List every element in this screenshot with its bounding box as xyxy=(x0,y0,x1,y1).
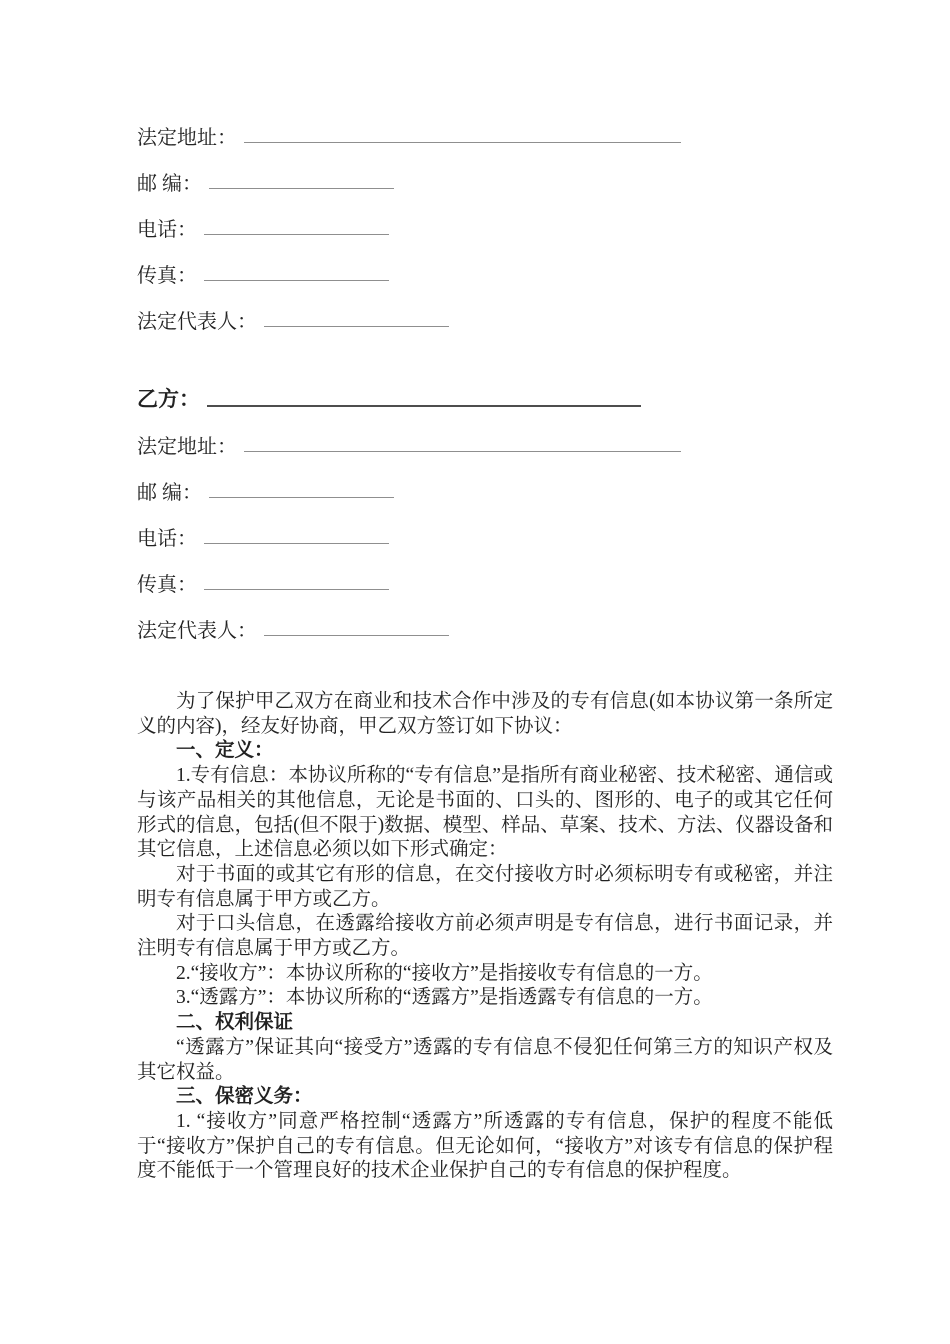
paragraph-proprietary-info-definition: 1.专有信息：本协议所称的“专有信息”是指所有商业秘密、技术秘密、通信或与该产品相关的其他信息，无论是书面的、口头的、图形的、电子的或其它任何形式的信息，包括(但不限于)数据、模型、样品、草案、技术、方法、仪器设备和其它信息，上述信息必须以如下形式确定： xyxy=(137,765,833,861)
legal-address-blank-line[interactable] xyxy=(244,127,681,143)
postal-code-blank-line[interactable] xyxy=(209,482,394,498)
paragraph-confidentiality-obligation-1: 1. “接收方”同意严格控制“透露方”所透露的专有信息，保护的程度不能低于“接收方”保护自己的专有信息。但无论如何，“接收方”对该专有信息的保护程度不能低于一个管理良好的技术企业保护自己的专有信息的保护程度。 xyxy=(137,1110,833,1182)
section-heading-rights-guarantee: 二、权利保证 xyxy=(176,1012,294,1034)
form-row-legal-representative xyxy=(137,605,833,651)
form-row-legal-representative xyxy=(137,296,833,342)
phone-blank-line[interactable] xyxy=(204,219,389,235)
legal-address-label: 法定地址： xyxy=(137,435,237,458)
fax-label: 传真： xyxy=(137,264,197,287)
party-a-contact-fields xyxy=(137,112,833,342)
form-row-fax xyxy=(137,250,833,296)
postal-code-label: 邮 编： xyxy=(137,172,202,195)
phone-label: 电话： xyxy=(137,218,197,241)
party-b-row xyxy=(137,375,833,421)
phone-blank-line[interactable] xyxy=(204,528,389,544)
form-row-postal-code xyxy=(137,158,833,204)
paragraph-receiving-party-definition: 2.“接收方”：本协议所称的“接收方”是指接收专有信息的一方。 xyxy=(176,962,713,984)
legal-representative-label: 法定代表人： xyxy=(137,619,257,642)
postal-code-blank-line[interactable] xyxy=(209,173,394,189)
section-definitions xyxy=(137,739,833,1011)
legal-address-blank-line[interactable] xyxy=(244,436,681,452)
section-heading-definitions: 一、定义： xyxy=(176,740,274,762)
form-row-phone xyxy=(137,513,833,559)
form-row-legal-address xyxy=(137,421,833,467)
paragraph-oral-info: 对于口头信息，在透露给接收方前必须声明是专有信息，进行书面记录，并注明专有信息属于甲方或乙方。 xyxy=(137,913,833,960)
party-b-label: 乙方： xyxy=(137,387,200,411)
agreement-body xyxy=(137,690,833,1184)
section-rights-guarantee xyxy=(137,1011,833,1085)
fax-blank-line[interactable] xyxy=(204,265,389,281)
postal-code-label: 邮 编： xyxy=(137,481,202,504)
fax-blank-line[interactable] xyxy=(204,574,389,590)
form-row-legal-address xyxy=(137,112,833,158)
paragraph-rights-guarantee: “透露方”保证其向“接受方”透露的专有信息不侵犯任何第三方的知识产权及其它权益。 xyxy=(137,1036,833,1083)
legal-address-label: 法定地址： xyxy=(137,126,237,149)
form-row-fax xyxy=(137,559,833,605)
party-b-blank-line[interactable] xyxy=(207,389,641,407)
form-row-postal-code xyxy=(137,467,833,513)
form-row-phone xyxy=(137,204,833,250)
paragraph-intro: 为了保护甲乙双方在商业和技术合作中涉及的专有信息(如本协议第一条所定义的内容)，经友好协商，甲乙双方签订如下协议： xyxy=(137,691,833,737)
legal-representative-label: 法定代表人： xyxy=(137,310,257,333)
phone-label: 电话： xyxy=(137,527,197,550)
paragraph-disclosing-party-definition: 3.“透露方”：本协议所称的“透露方”是指透露专有信息的一方。 xyxy=(176,987,713,1009)
fax-label: 传真： xyxy=(137,573,197,596)
legal-representative-blank-line[interactable] xyxy=(264,311,449,327)
paragraph-written-info: 对于书面的或其它有形的信息，在交付接收方时必须标明专有或秘密，并注明专有信息属于甲方或乙方。 xyxy=(137,863,833,910)
party-b-contact-fields xyxy=(137,421,833,651)
legal-representative-blank-line[interactable] xyxy=(264,620,449,636)
section-heading-confidentiality-obligations: 三、保密义务： xyxy=(176,1086,313,1108)
section-confidentiality-obligations xyxy=(137,1085,833,1184)
